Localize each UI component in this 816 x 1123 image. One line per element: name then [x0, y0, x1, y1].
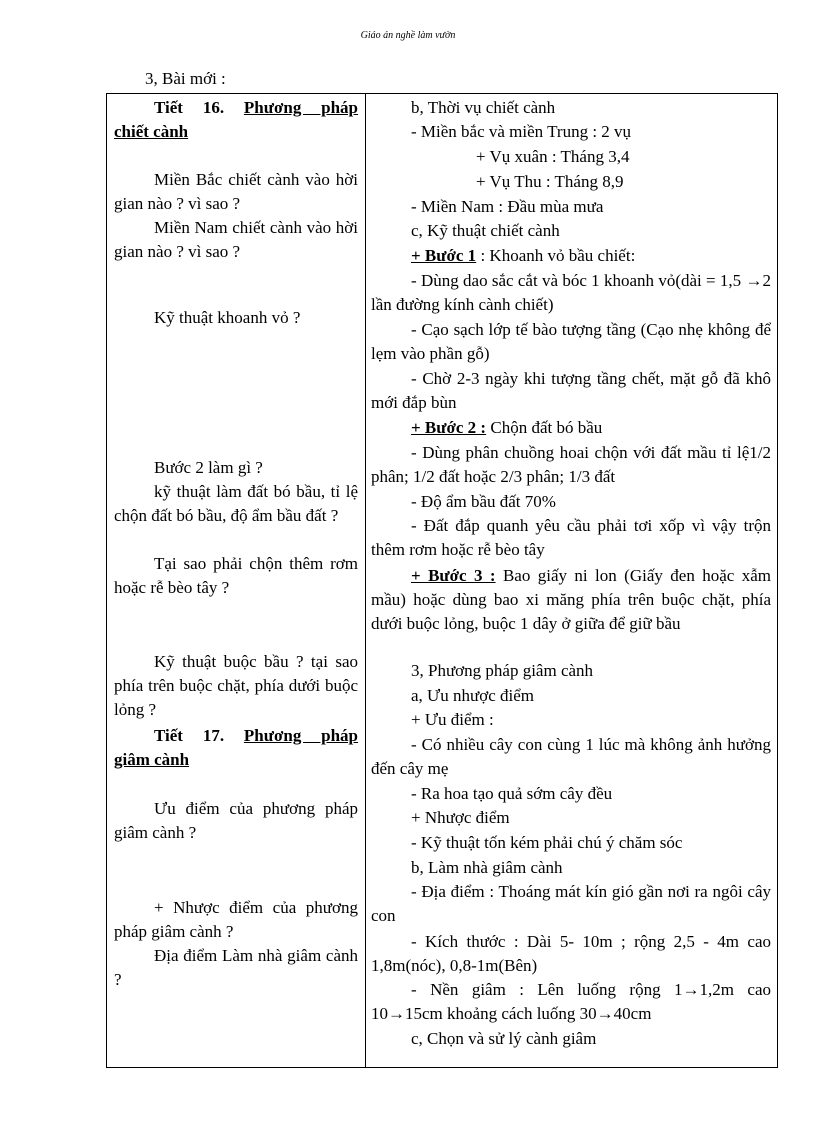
content-line: - Độ ẩm bầu đất 70%	[411, 492, 556, 511]
content-line: - Kích thước : Dài 5- 10m ; rộng 2,5 - 4m cao 1,8m(nóc), 0,8-1m(Bên)	[371, 932, 771, 975]
step-3-line: + Bước 3 : Bao giấy ni lon (Giấy đen hoặc xẫm mầu) hoặc dùng bao xi măng phía trên buộc chặt, phía dưới buộc lỏng, buộc 1 dây ở giữa để giữ bầu	[371, 566, 771, 633]
question-location: Địa điểm Làm nhà giâm cành ?	[114, 946, 358, 989]
question-advantages: Ưu điểm của phương pháp giâm cành ?	[114, 799, 358, 842]
lesson-17-heading: Tiết 17. Phương pháp	[154, 726, 359, 745]
content-line: c, Chọn và sử lý cành giâm	[411, 1029, 597, 1048]
lesson-16-heading-cont: chiết cành	[114, 122, 189, 141]
lesson-table	[106, 93, 778, 1068]
content-line: + Nhược điểm	[411, 808, 510, 827]
content-column	[366, 94, 777, 1067]
question-soil-technique: kỹ thuật làm đất bó bầu, tỉ lệ chộn đất bó bầu, độ ẩm bầu đất ?	[114, 482, 358, 525]
content-line: 3, Phương pháp giâm cành	[411, 661, 594, 680]
content-line: + Ưu điểm :	[411, 710, 494, 729]
content-line: - Cạo sạch lớp tế bào tượng tầng (Cạo nhẹ không để lẹm vào phần gỗ)	[371, 320, 771, 363]
content-line: + Vụ Thu : Tháng 8,9	[476, 172, 624, 191]
step-1-line: + Bước 1 : Khoanh vỏ bầu chiết:	[411, 246, 636, 265]
question-straw-mix: Tại sao phải chộn thêm rơm hoặc rễ bèo tây ?	[114, 554, 358, 597]
question-girdling: Kỹ thuật khoanh vỏ ?	[154, 308, 301, 327]
content-line: + Vụ xuân : Tháng 3,4	[476, 147, 630, 166]
lesson-17-heading-cont: giâm cành	[114, 750, 190, 769]
question-north-season: Miền Bắc chiết cành vào hời gian nào ? vì sao ?	[114, 170, 358, 213]
question-disadvantages: + Nhược điểm của phương pháp giâm cành ?	[114, 898, 358, 941]
content-line: - Ra hoa tạo quả sớm cây đều	[411, 784, 613, 803]
content-line: - Dùng phân chuồng hoai chộn với đất mầu tỉ lệ1/2 phân; 1/2 đất hoặc 2/3 phân; 1/3 đất	[371, 443, 771, 486]
content-line: b, Làm nhà giâm cành	[411, 858, 563, 877]
content-line: - Dùng dao sắc cắt và bóc 1 khoanh vỏ(dài = 1,5 →2 lần đường kính cành chiết)	[371, 271, 771, 314]
lesson-16-heading: Tiết 16. Phương pháp	[154, 98, 359, 117]
content-line: - Chờ 2-3 ngày khi tượng tầng chết, mặt gỗ đã khô mới đắp bùn	[371, 369, 771, 412]
content-line: - Địa điểm : Thoáng mát kín gió gần nơi ra ngôi cây con	[371, 882, 771, 925]
content-line: - Đất đắp quanh yêu cầu phải tơi xốp vì vậy trộn thêm rơm hoặc rễ bèo tây	[371, 516, 771, 559]
content-line: a, Ưu nhược điểm	[411, 686, 534, 705]
question-tying: Kỹ thuật buộc bầu ? tại sao phía trên buộc chặt, phía dưới buộc lỏng ?	[114, 652, 358, 719]
content-line: - Nền giâm : Lên luống rộng 1→1,2m cao 10→15cm khoảng cách luống 30→40cm	[371, 980, 771, 1023]
content-line: - Có nhiều cây con cùng 1 lúc mà không ảnh hưởng đến cây mẹ	[371, 735, 771, 778]
question-south-season: Miền Nam chiết cành vào hời gian nào ? vì sao ?	[114, 218, 358, 261]
question-step-2: Bước 2 làm gì ?	[154, 458, 263, 477]
step-2-line: + Bước 2 : Chộn đất bó bầu	[411, 418, 603, 437]
content-line: - Miền bắc và miền Trung : 2 vụ	[411, 122, 632, 141]
content-line: c, Kỹ thuật chiết cành	[411, 221, 560, 240]
teacher-questions-column	[107, 94, 366, 1067]
content-line: - Miền Nam : Đầu mùa mưa	[411, 197, 604, 216]
page-header: Giáo án nghề làm vườn	[360, 30, 456, 41]
section-title: 3, Bài mới :	[145, 69, 226, 88]
content-line: - Kỹ thuật tốn kém phải chú ý chăm sóc	[411, 833, 683, 852]
content-line: b, Thời vụ chiết cành	[411, 98, 556, 117]
